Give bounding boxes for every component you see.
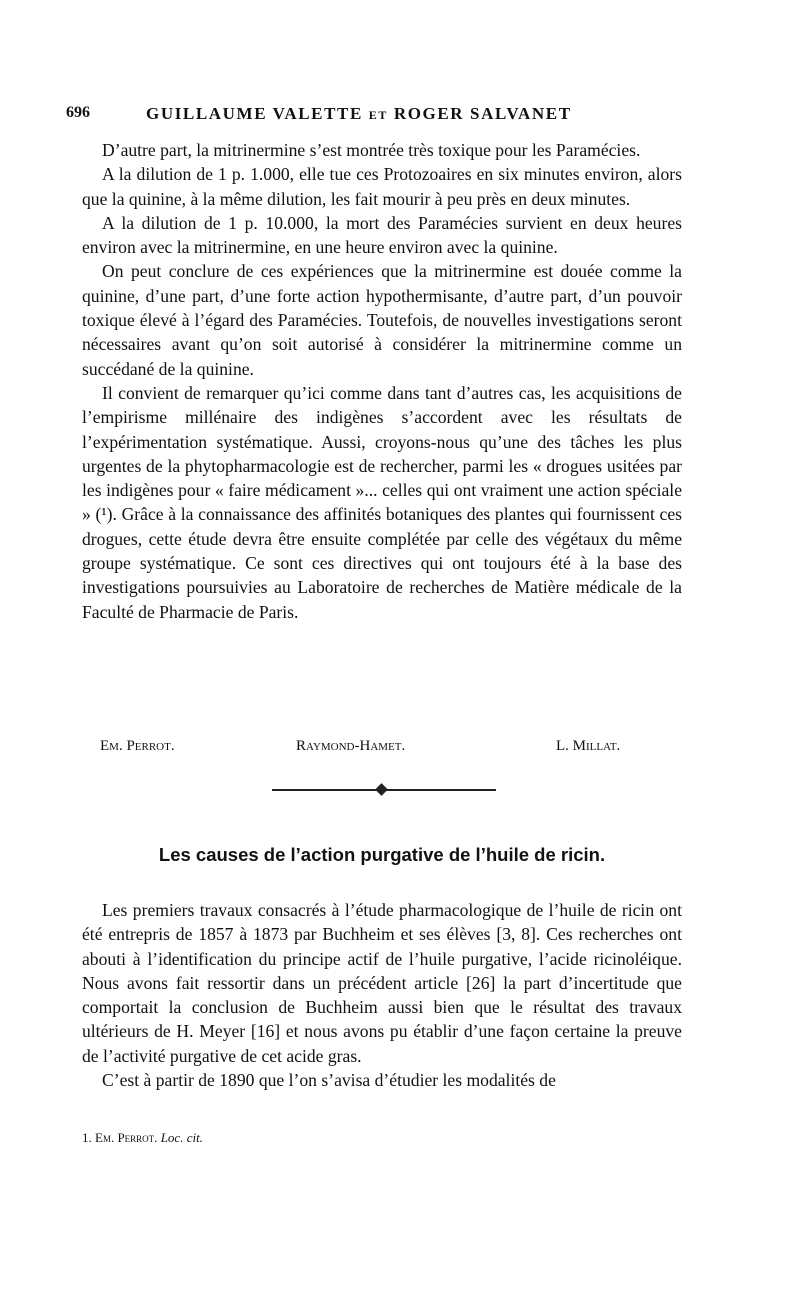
footnote-number: 1.: [82, 1130, 92, 1145]
paragraph: A la dilution de 1 p. 10.000, la mort des Paramécies survient en deux heures environ avec la mitrinermine, en une heure environ avec la quinine.: [82, 212, 682, 258]
diamond-ornament-icon: [375, 783, 388, 796]
signature-millat: L. Millat.: [556, 738, 621, 754]
section-divider: [272, 782, 496, 798]
body-text-bottom: [82, 898, 682, 1092]
page-header: [66, 104, 686, 128]
paragraph: Il convient de remarquer qu’ici comme dans tant d’autres cas, les acquisitions de l’empirisme millénaire des indigènes s’accordent avec les résultats de l’expérimentation systématique. Aussi, croyons-nous qu’une des tâches les plus urgentes de la phytopharmacologie est de rechercher, parmi les « drogues usitées par les indigènes pour « faire médicament »... celles qui ont vraiment une action spéciale » (¹). Grâce à la connaissance des affinités botaniques des plantes qui fournissent ces drogues, cette étude devra être ensuite complétée par celle des végétaux du même groupe systématique. Ce sont ces directives qui ont toujours été à la base des investigations poursuivies au Laboratoire de recherches de Matière médicale de la Faculté de Pharmacie de Paris.: [82, 382, 682, 622]
paragraph: C’est à partir de 1890 que l’on s’avisa d’étudier les modalités de: [102, 1070, 556, 1091]
paragraph: D’autre part, la mitrinermine s’est montrée très toxique pour les Paramécies.: [102, 140, 641, 160]
signature-raymond-hamet: Raymond-Hamet.: [296, 738, 406, 754]
article-title: Les causes de l’action purgative de l’huile de ricin.: [158, 844, 606, 865]
running-title: GUILLAUME VALETTE et ROGER SALVANET: [146, 104, 572, 123]
signatures: [100, 738, 650, 762]
paragraph: On peut conclure de ces expériences que la mitrinermine est douée comme la quinine, d’une part, d’une forte action hypothermisante, d’autre part, d’un pouvoir toxique élevé à l’égard des Paramécies. Toutefois, de nouvelles investigations seront nécessaires avant qu’on soit autorisé à considérer la mitrinermine comme un succédané de la quinine.: [82, 261, 682, 379]
page-number: 696: [66, 104, 90, 121]
paragraph: Les premiers travaux consacrés à l’étude pharmacologique de l’huile de ricin ont été entrepris de 1857 à 1873 par Buchheim et ses élèves [3, 8]. Ces recherches ont abouti à l’identification du principe actif de l’huile purgative, l’acide ricinoléique. Nous avons fait ressortir dans un précédent article [26] la part d’incertitude que comportait la conclusion de Buchheim aussi bien que le résultat des travaux ultérieurs de H. Meyer [16] et nous avons pu établir d’une façon certaine la preuve de l’activité purgative de cet acide gras.: [82, 900, 682, 1066]
footnote-author: Em. Perrot.: [95, 1130, 158, 1145]
signature-perrot: Em. Perrot.: [100, 738, 175, 754]
body-text-top: [82, 138, 682, 624]
paragraph: A la dilution de 1 p. 1.000, elle tue ces Protozoaires en six minutes environ, alors que la quinine, à la même dilution, les fait mourir à peu près en deux minutes.: [82, 164, 682, 209]
footnote-reference: Loc. cit.: [160, 1130, 203, 1145]
footnote: [82, 1130, 203, 1146]
